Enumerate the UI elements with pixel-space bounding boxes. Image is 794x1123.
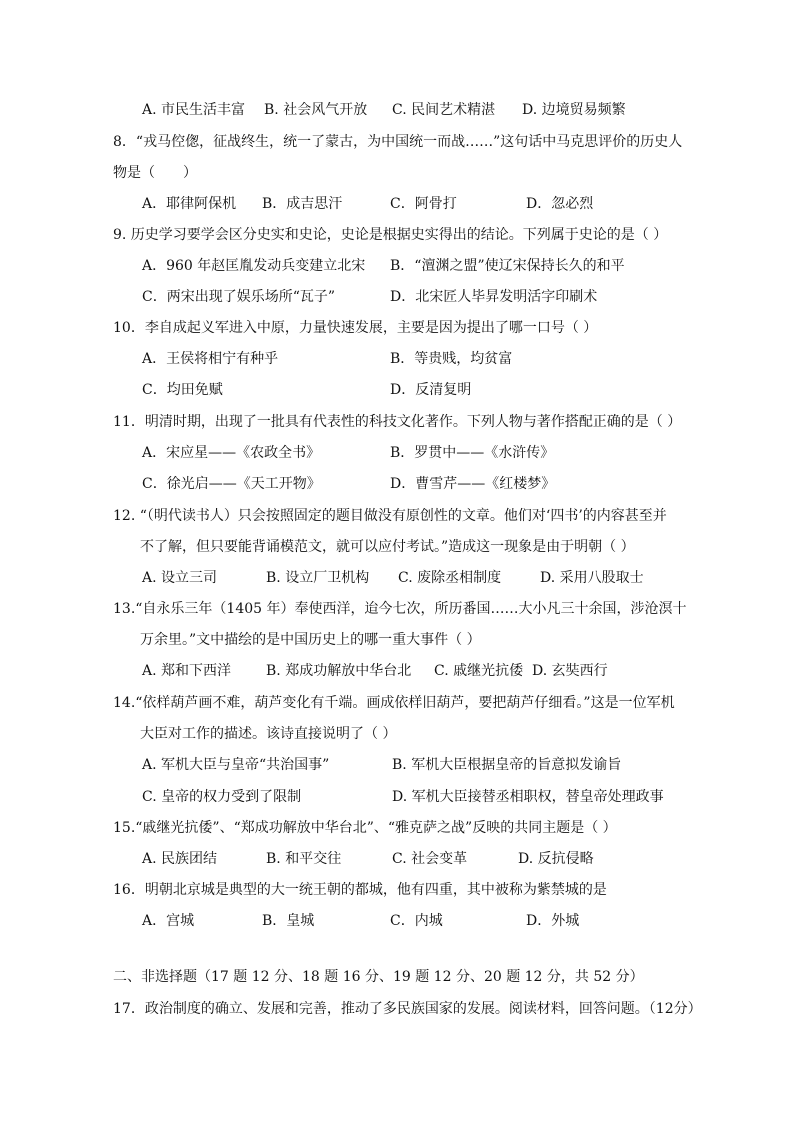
q16-option-d: D．外城 (526, 913, 580, 929)
q11-option-b: B．罗贯中——《水浒传》 (390, 445, 555, 461)
q9-option-c: C．两宋出现了娱乐场所“瓦子” (142, 289, 336, 305)
q13-option-c: C. 戚继光抗倭 (434, 663, 524, 679)
q11-stem: 11．明清时期，出现了一批具有代表性的科技文化著作。下列人物与著作搭配正确的是（ ） (113, 414, 682, 430)
q8-stem-line2: 物是（ ） (113, 165, 197, 181)
q8-stem-line1: 8．“戎马倥偬，征战终生，统一了蒙古，为中国统一而战……”这句话中马克思评价的历史人 (113, 134, 683, 150)
q7-option-a: A. 市民生活丰富 (142, 102, 246, 118)
q17-stem: 17．政治制度的确立、发展和完善，推动了多民族国家的发展。阅读材料，回答问题。（12分） (113, 1001, 702, 1017)
q10-option-b: B．等贵贱，均贫富 (390, 351, 513, 367)
q12-stem-line2: 不了解，但只要能背诵模范文，就可以应付考试。”造成这一现象是由于明朝（ ） (140, 539, 635, 555)
q11-option-a: A．宋应星——《农政全书》 (142, 445, 321, 461)
q11-option-d: D．曹雪芹——《红楼梦》 (390, 476, 556, 492)
q12-option-b: B. 设立厂卫机构 (266, 570, 370, 586)
q13-stem-line2: 万余里。”文中描绘的是中国历史上的哪一重大事件（ ） (140, 632, 481, 648)
q9-option-d: D．北宋匠人毕昇发明活字印刷术 (390, 289, 598, 305)
section-2-heading: 二、非选择题（17 题 12 分、18 题 16 分、19 题 12 分、20 题 12 分，共 52 分） (113, 969, 644, 985)
q13-option-b: B. 郑成功解放中华台北 (266, 663, 412, 679)
q13-stem-line1: 13.“自永乐三年（1405 年）奉使西洋，迨今七次，所历番国……大小凡三十余国，涉沧溟十 (113, 601, 687, 617)
q8-option-d: D．忽必烈 (526, 196, 594, 212)
q13-option-d: D. 玄奘西行 (532, 663, 608, 679)
q14-stem-line2: 大臣对工作的描述。该诗直接说明了（ ） (140, 726, 397, 742)
q15-stem: 15.“戚继光抗倭”、“郑成功解放中华台北”、“雅克萨之战”反映的共同主题是（ ） (113, 820, 617, 836)
q10-option-a: A．王侯将相宁有种乎 (142, 351, 279, 367)
q16-stem: 16．明朝北京城是典型的大一统王朝的都城，他有四重，其中被称为紫禁城的是 (113, 882, 607, 898)
q7-option-c: C. 民间艺术精湛 (392, 102, 496, 118)
q14-option-c: C. 皇帝的权力受到了限制 (142, 789, 302, 805)
q8-option-c: C．阿骨打 (390, 196, 457, 212)
q8-option-b: B．成吉思汗 (262, 196, 343, 212)
q15-option-d: D. 反抗侵略 (518, 851, 594, 867)
q15-option-b: B. 和平交往 (266, 851, 342, 867)
q13-option-a: A. 郑和下西洋 (142, 663, 232, 679)
q15-option-c: C. 社会变革 (392, 851, 468, 867)
q10-stem: 10．李自成起义军进入中原，力量快速发展，主要是因为提出了哪一口号（ ） (113, 320, 598, 336)
q15-option-a: A. 民族团结 (142, 851, 218, 867)
q10-option-d: D．反清复明 (390, 382, 472, 398)
q14-stem-line1: 14.“依样葫芦画不难，葫芦变化有千端。画成依样旧葫芦，要把葫芦仔细看。”这是一位军机 (113, 695, 675, 711)
q9-option-a: A．960 年赵匡胤发动兵变建立北宋 (142, 258, 366, 274)
q14-option-a: A. 军机大臣与皇帝“共治国事” (142, 757, 330, 773)
q11-option-c: C．徐光启——《天工开物》 (142, 476, 321, 492)
q14-option-d: D. 军机大臣接替丞相职权，替皇帝处理政事 (392, 789, 664, 805)
q12-option-a: A. 设立三司 (142, 570, 218, 586)
q9-option-b: B．“澶渊之盟”使辽宋保持长久的和平 (390, 258, 625, 274)
q12-option-d: D. 采用八股取士 (540, 570, 644, 586)
q16-option-a: A．宫城 (142, 913, 195, 929)
q12-stem-line1: 12. “（明代读书人）只会按照固定的题目做没有原创性的文章。他们对‘四书’的内容甚至并 (113, 508, 667, 524)
q16-option-b: B．皇城 (262, 913, 315, 929)
q8-option-a: A．耶律阿保机 (142, 196, 237, 212)
q16-option-c: C．内城 (390, 913, 443, 929)
q7-option-b: B. 社会风气开放 (264, 102, 368, 118)
q10-option-c: C．均田免赋 (142, 382, 223, 398)
q14-option-b: B. 军机大臣根据皇帝的旨意拟发谕旨 (392, 757, 622, 773)
q9-stem: 9. 历史学习要学会区分史实和史论，史论是根据史实得出的结论。下列属于史论的是（ ） (113, 227, 668, 243)
q12-option-c: C. 废除丞相制度 (398, 570, 502, 586)
q7-option-d: D. 边境贸易频繁 (522, 102, 626, 118)
